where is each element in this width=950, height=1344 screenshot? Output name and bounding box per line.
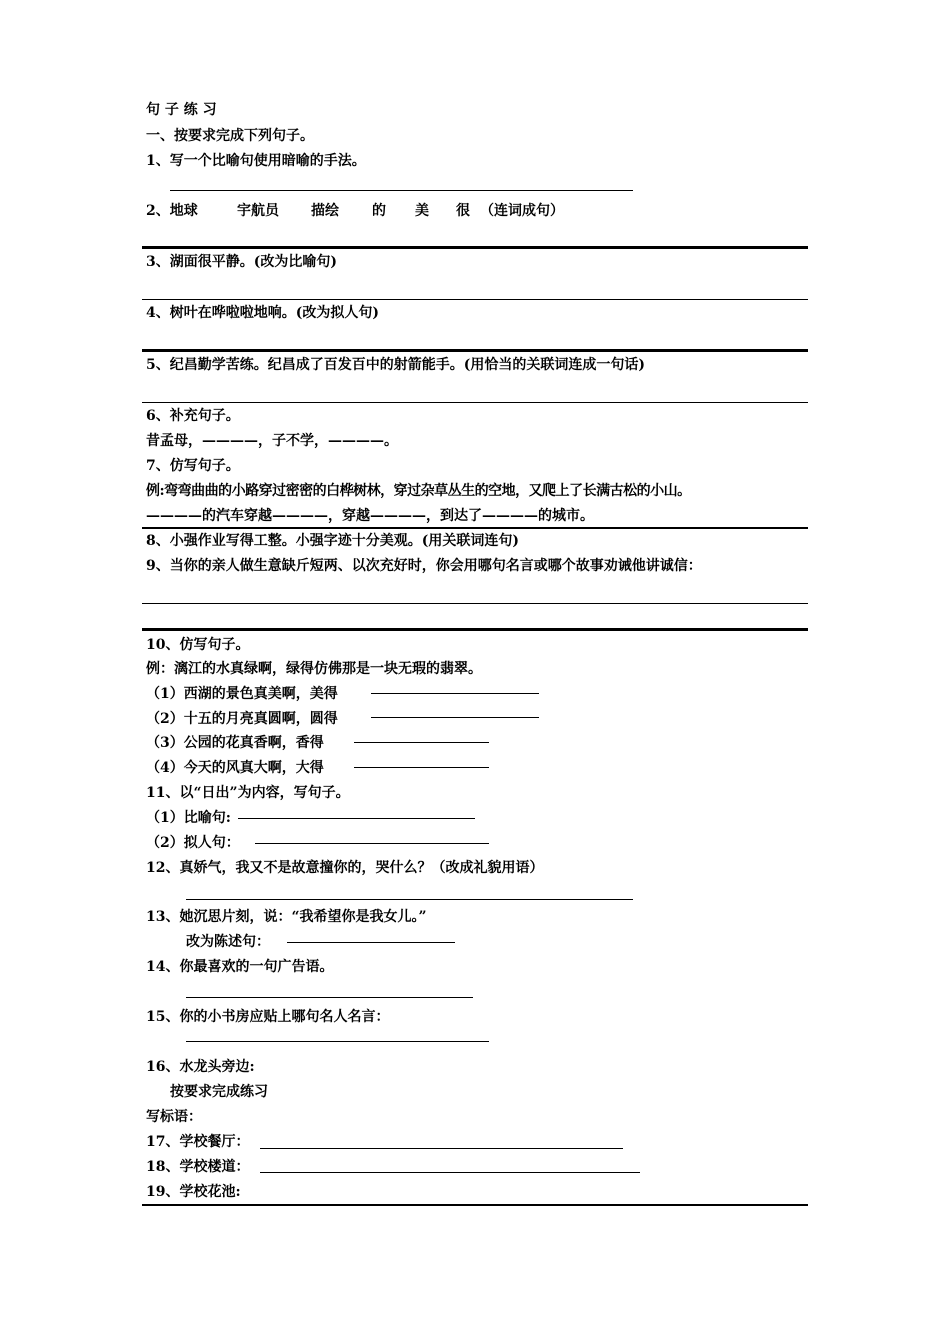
section-heading: 一、按要求完成下列句子。 [146,128,314,144]
answer-line-3 [142,299,808,300]
question-3: 3、湖面很平静。(改为比喻句) [146,254,337,270]
q7-example: 例:弯弯曲曲的小路穿过密密的白桦树林，穿过杂草丛生的空地，又爬上了长满古松的小山。 [146,483,691,499]
answer-line-1 [170,190,633,191]
q10-item: （3）公园的花真香啊，香得 [146,735,324,751]
answer-line-13 [287,942,455,943]
question-14: 14、你最喜欢的一句广告语。 [146,959,334,975]
q6-fill-line: 昔孟母，————，子不学，————。 [146,433,398,449]
q2-word: 2、地球 [146,203,198,219]
question-15: 15、你的小书房应贴上哪句名人名言： [146,1009,390,1025]
q10-item: （2）十五的月亮真圆啊，圆得 [146,711,338,727]
question-8: 8、小强作业写得工整。小强字迹十分美观。(用关联词连句) [146,533,519,549]
answer-line-14 [186,997,473,998]
question-1: 1、写一个比喻句使用暗喻的手法。 [146,153,366,169]
q2-word: 的 [372,203,386,219]
answer-line-18 [260,1172,640,1173]
question-16: 16、水龙头旁边: [146,1059,255,1075]
q13-sub: 改为陈述句： [186,934,270,950]
question-17: 17、学校餐厅： [146,1134,250,1150]
q10-example: 例：漓江的水真绿啊，绿得仿佛那是一块无瑕的翡翠。 [146,661,482,677]
question-18: 18、学校楼道： [146,1159,250,1175]
q10-blank [354,742,489,743]
answer-line-2 [142,246,808,249]
answer-line-9b [142,628,808,631]
q11-blank [238,818,475,819]
q16-sub: 按要求完成练习 [170,1084,268,1100]
slogan-label: 写标语： [146,1109,202,1125]
question-5: 5、纪昌勤学苦练。纪昌成了百发百中的射箭能手。(用恰当的关联词连成一句话) [146,357,645,373]
q10-blank [371,693,539,694]
q10-blank [354,767,489,768]
q2-word: 美 [415,203,429,219]
answer-line-4 [142,349,808,352]
question-11: 11、以“日出”为内容，写句子。 [146,785,350,801]
q2-word: 宇航员 [237,203,279,219]
q11-item: （2）拟人句： [146,835,240,851]
q10-item: （4）今天的风真大啊，大得 [146,760,324,776]
answer-line-9a [142,603,808,604]
question-19: 19、学校花池: [146,1184,241,1200]
answer-line-7 [142,527,808,529]
q10-blank [371,717,539,718]
q2-word: 很 [456,203,470,219]
answer-line-15 [186,1041,489,1042]
q7-fill-line: ————的汽车穿越————，穿越————，到达了————的城市。 [146,508,594,524]
q11-item: （1）比喻句: [146,810,231,826]
answer-line-19 [142,1204,808,1206]
q10-item: （1）西湖的景色真美啊，美得 [146,686,338,702]
question-12: 12、真娇气，我又不是故意撞你的，哭什么？（改成礼貌用语） [146,860,544,876]
answer-line-17 [260,1148,623,1149]
question-13: 13、她沉思片刻，说：“我希望你是我女儿。” [146,909,427,925]
q2-instruction: （连词成句） [480,203,564,219]
q2-word: 描绘 [311,203,339,219]
page-title: 句 子 练 习 [146,102,217,118]
question-7: 7、仿写句子。 [146,458,240,474]
answer-line-5 [142,402,808,403]
question-6: 6、补充句子。 [146,408,240,424]
question-4: 4、树叶在哗啦啦地响。(改为拟人句) [146,305,379,321]
q11-blank [255,843,489,844]
answer-line-12 [186,899,633,900]
question-10: 10、仿写句子。 [146,637,250,653]
question-9: 9、当你的亲人做生意缺斤短两、以次充好时，你会用哪句名言或哪个故事劝诫他讲诚信： [146,558,702,574]
